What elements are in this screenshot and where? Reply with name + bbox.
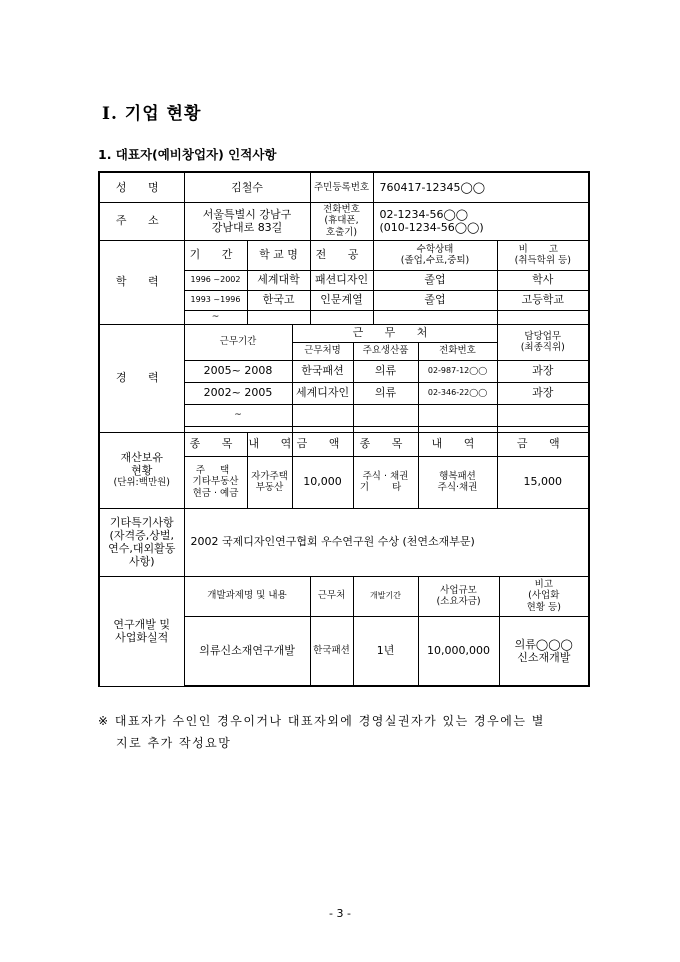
rnd-scale-header (418, 576, 499, 616)
education-header-row (99, 240, 589, 270)
education-note-header (497, 240, 589, 270)
section-heading: Ⅰ. 기업 현황 (102, 104, 202, 124)
education-status-header-line-1: 수학상태 (416, 243, 454, 255)
career-duty-header (497, 324, 589, 360)
education-note-header-line-2: (취득학위 등) (514, 255, 571, 266)
assets-kind2-line-1: 주식 · 채권 (362, 470, 409, 482)
rnd-header-row (99, 576, 589, 616)
assets-kind-line-3: 현금 · 예금 (192, 487, 239, 499)
education-status-header-line-2: (졸업,수료,중퇴) (400, 255, 470, 266)
assets-label (99, 432, 184, 508)
career-period: 2005~ 2008 (184, 360, 292, 382)
phone-label-line-2: (휴대폰, (324, 215, 359, 227)
career-duty: 과장 (497, 382, 589, 404)
career-phone (418, 404, 497, 426)
rnd-note (499, 616, 589, 686)
assets-kind-header: 종 목 (184, 432, 247, 456)
rnd-label-line-2: 사업화실적 (115, 631, 169, 644)
name-row (99, 172, 589, 202)
education-major: 인문계열 (310, 290, 373, 310)
rnd-note-line-1: 의류◯◯◯ (514, 637, 573, 651)
address-label: 주 소 (99, 202, 184, 240)
phone-label-line-3: 호출기) (325, 226, 358, 238)
assets-label-line-1: 재산보유 (120, 451, 163, 465)
education-period: ~ (184, 310, 247, 324)
address-row (99, 202, 589, 240)
page-number: - 3 - (329, 907, 351, 920)
assets-detail2-line-2: 주식·채권 (437, 482, 478, 493)
career-product-header: 주요생산품 (353, 342, 418, 360)
assets-amount2-header: 금 액 (497, 432, 589, 456)
education-note: 고등학교 (497, 290, 589, 310)
career-product: 의류 (353, 360, 418, 382)
rnd-note-line-2: 신소재개발 (517, 650, 571, 664)
career-duty-header-line-2: (최종직위) (520, 342, 565, 353)
education-major-header: 전 공 (310, 240, 373, 270)
education-status: 졸업 (373, 290, 497, 310)
rnd-scale: 10,000,000 (418, 616, 499, 686)
rnd-scale-header-line-1: 사업규모 (440, 584, 477, 596)
rnd-note-header-line-3: 현황 등) (526, 601, 561, 613)
assets-detail-cell (247, 456, 292, 508)
footnote (98, 710, 590, 754)
subsection-heading: 1. 대표자(예비창업자) 인적사항 (98, 147, 277, 162)
career-period-header: 근무기간 (184, 324, 292, 360)
footnote-line-2: 지로 추가 작성요망 (116, 736, 232, 750)
career-company: 한국패션 (292, 360, 353, 382)
education-period: 1996 ~2002 (184, 270, 247, 290)
assets-amount-header: 금 액 (292, 432, 353, 456)
assets-kind2-cell (353, 456, 418, 508)
career-header-row (99, 324, 589, 342)
assets-amount2-cell: 15,000 (497, 456, 589, 508)
education-label: 학 력 (99, 240, 184, 324)
career-company: 세계디자인 (292, 382, 353, 404)
rnd-scale-header-line-2: (소요자금) (436, 596, 481, 607)
special-row (99, 508, 589, 576)
name-label: 성 명 (99, 172, 184, 202)
representative-info-table (98, 171, 590, 687)
rrn-label: 주민등록번호 (310, 172, 373, 202)
assets-detail2-cell (418, 456, 497, 508)
education-note (497, 310, 589, 324)
special-label-line-2: (자격증,상벌, (109, 528, 174, 542)
career-period: ~ (184, 404, 292, 426)
career-duty: 과장 (497, 360, 589, 382)
special-label-line-1: 기타특기사항 (109, 515, 174, 529)
rnd-note-header (499, 576, 589, 616)
rnd-org: 한국패션 (310, 616, 353, 686)
rnd-period: 1년 (353, 616, 418, 686)
phone-value (373, 202, 589, 240)
rnd-org-header: 근무처 (310, 576, 353, 616)
career-phone: 02-987-12◯◯ (418, 360, 497, 382)
assets-kind2-line-2: 기 타 (359, 482, 412, 493)
career-phone: 02-346-22◯◯ (418, 382, 497, 404)
special-label (99, 508, 184, 576)
assets-kind-line-1: 주 택 (195, 464, 236, 476)
special-value: 2002 국제디자인연구협회 우수연구원 수상 (천연소재부문) (184, 508, 589, 576)
assets-label-line-2: 현황 (131, 464, 153, 478)
phone-value-line-2: (010-1234-56◯◯) (379, 221, 484, 234)
rnd-note-header-line-1: 비고 (534, 578, 553, 590)
career-workplace-header: 근 무 처 (292, 324, 497, 342)
career-phone-header: 전화번호 (418, 342, 497, 360)
education-note-header-line-1: 비 고 (518, 243, 567, 255)
name-value: 김철수 (184, 172, 310, 202)
education-period-header: 기 간 (184, 240, 247, 270)
rnd-label-line-1: 연구개발 및 (113, 617, 171, 631)
rnd-task: 의류신소재연구개발 (184, 616, 310, 686)
assets-amount-cell: 10,000 (292, 456, 353, 508)
assets-kind-cell (184, 456, 247, 508)
assets-detail-line-1: 자가주택 (251, 470, 288, 482)
assets-detail-line-2: 부동산 (255, 482, 284, 493)
special-label-line-4: 사항) (128, 555, 155, 569)
career-label: 경 력 (99, 324, 184, 432)
assets-detail2-line-1: 행복패션 (439, 470, 476, 482)
education-status-header (373, 240, 497, 270)
special-label-line-3: 연수,대외활동 (108, 542, 176, 555)
assets-header-row (99, 432, 589, 456)
education-school: 세계대학 (247, 270, 310, 290)
address-value (184, 202, 310, 240)
career-product: 의류 (353, 382, 418, 404)
education-status: 졸업 (373, 270, 497, 290)
education-school: 한국고 (247, 290, 310, 310)
rnd-task-header: 개발과제명 및 내용 (184, 576, 310, 616)
rnd-period-header: 개발기간 (353, 576, 418, 616)
phone-value-line-1: 02-1234-56◯◯ (379, 207, 469, 221)
education-status (373, 310, 497, 324)
assets-kind2-header: 종 목 (353, 432, 418, 456)
education-period: 1993 ~1996 (184, 290, 247, 310)
education-major: 패션디자인 (310, 270, 373, 290)
assets-label-line-3: (단위:백만원) (113, 477, 170, 489)
career-product (353, 404, 418, 426)
rnd-label (99, 576, 184, 686)
address-line-1: 서울특별시 강남구 (202, 207, 292, 221)
career-duty (497, 404, 589, 426)
rrn-value: 760417-12345◯◯ (373, 172, 589, 202)
rnd-note-header-line-2: (사업화 (528, 590, 560, 602)
education-school-header: 학 교 명 (247, 240, 310, 270)
assets-kind-line-2: 기타부동산 (192, 476, 239, 488)
assets-detail2-header: 내 역 (418, 432, 497, 456)
education-major (310, 310, 373, 324)
career-company (292, 404, 353, 426)
career-period: 2002~ 2005 (184, 382, 292, 404)
phone-label-line-1: 전화번호 (323, 203, 360, 215)
education-school (247, 310, 310, 324)
address-line-2: 강남대로 83길 (211, 221, 283, 234)
career-duty-header-line-1: 담당업무 (524, 330, 562, 342)
footnote-line-1: ※ 대표자가 수인인 경우이거나 대표자외에 경영실권자가 있는 경우에는 별 (98, 714, 545, 728)
assets-detail-header: 내 역 (247, 432, 292, 456)
career-company-header: 근무처명 (292, 342, 353, 360)
education-note: 학사 (497, 270, 589, 290)
phone-label (310, 202, 373, 240)
